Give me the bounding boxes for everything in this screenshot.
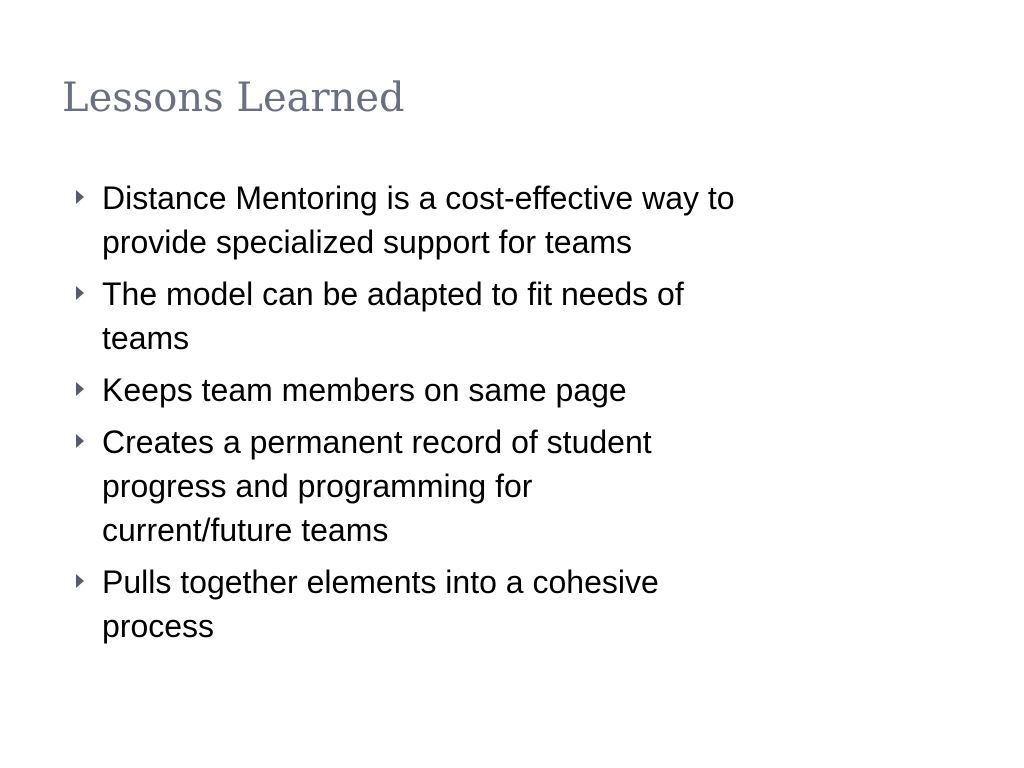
bullet-line: process [102,608,215,644]
bullet-line: Creates a permanent record of student [102,424,652,460]
triangle-right-icon [70,560,102,604]
bullet-item-same-page [70,368,890,412]
triangle-right-icon [70,368,102,412]
bullet-line: current/future teams [102,512,389,548]
bullet-line: progress and programming for [102,468,533,504]
triangle-right-icon [70,420,102,464]
bullet-item-cost-effective [70,176,890,264]
bullet-text [102,176,890,264]
bullet-line: Pulls together elements into a cohesive [102,564,659,600]
bullet-list [70,176,890,656]
slide-title: Lessons Learned [62,75,405,121]
bullet-text [102,420,890,552]
bullet-line: provide specialized support for teams [102,224,633,260]
bullet-line: Keeps team members on same page [102,372,627,408]
bullet-item-permanent-record [70,420,890,552]
bullet-line: Distance Mentoring is a cost-effective way to [102,180,735,216]
bullet-item-cohesive-process [70,560,890,648]
bullet-text [102,560,890,648]
bullet-text [102,272,890,360]
triangle-right-icon [70,176,102,220]
bullet-text [102,368,890,412]
bullet-line: teams [102,320,190,356]
bullet-item-adaptable-model [70,272,890,360]
bullet-line: The model can be adapted to fit needs of [102,276,684,312]
triangle-right-icon [70,272,102,316]
